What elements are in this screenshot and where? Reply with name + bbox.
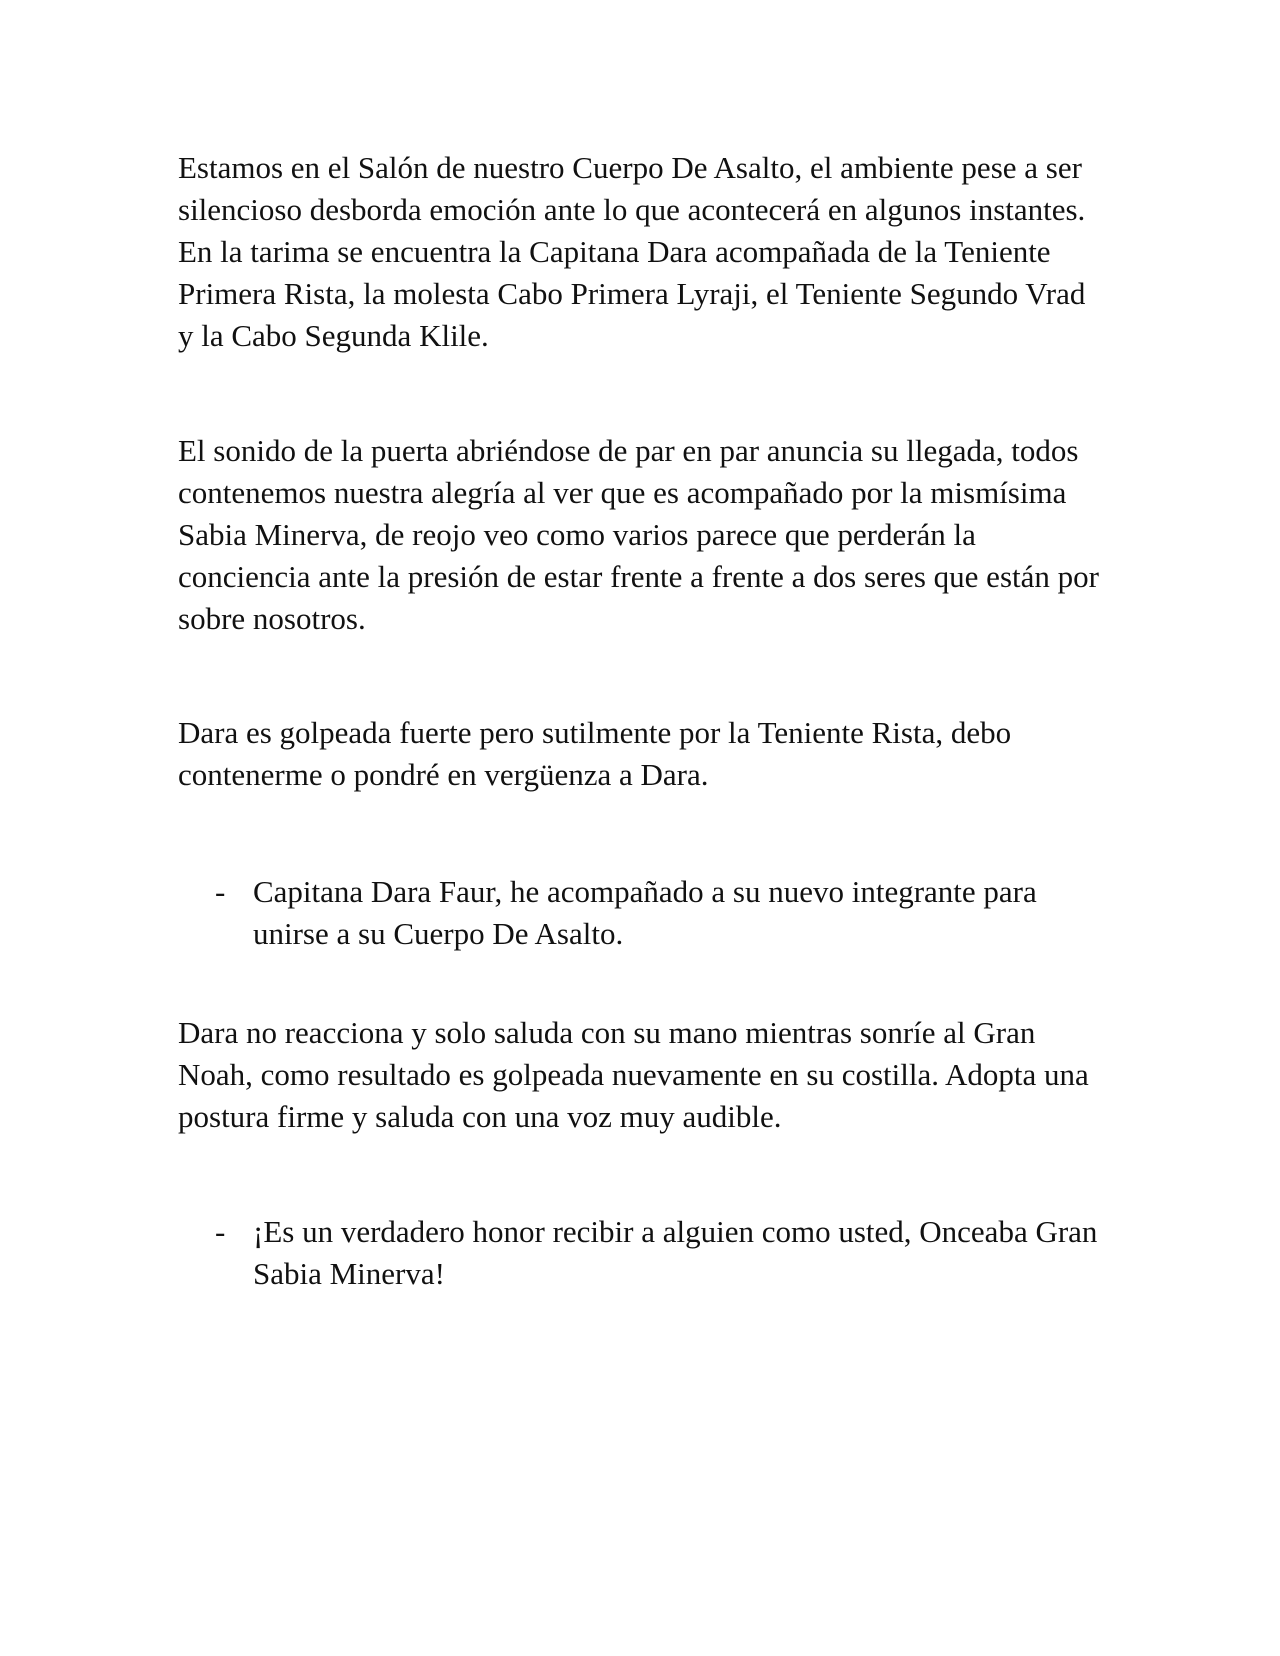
- paragraph-3: Dara es golpeada fuerte pero sutilmente por la Teniente Rista, debo contenerme o pondré en vergüenza a Dara.: [178, 715, 1012, 792]
- dialogue-dash-2: -: [215, 1214, 226, 1249]
- dialogue-dash-1: -: [215, 874, 226, 909]
- dialogue-text-1: Capitana Dara Faur, he acompañado a su nuevo integrante para unirse a su Cuerpo De Asalto.: [253, 874, 1037, 951]
- paragraph-2: El sonido de la puerta abriéndose de par en par anuncia su llegada, todos contenemos nuestra alegría al ver que es acompañado por la mismísima Sabia Minerva, de reojo veo como varios parece que perderán la conciencia ante la presión de estar frente a frente a dos seres que están por sobre nosotros.: [178, 433, 1099, 636]
- dialogue-line-2: [178, 1211, 1108, 1295]
- dialogue-list-1: [178, 871, 1108, 955]
- paragraph-4: Dara no reacciona y solo saluda con su mano mientras sonríe al Gran Noah, como resultado es golpeada nuevamente en su costilla. Adopta una postura firme y saluda con una voz muy audible.: [178, 1015, 1089, 1134]
- dialogue-text-2: ¡Es un verdadero honor recibir a alguien como usted, Onceaba Gran Sabia Minerva!: [253, 1214, 1098, 1291]
- paragraph-1: Estamos en el Salón de nuestro Cuerpo De Asalto, el ambiente pese a ser silencioso desborda emoción ante lo que acontecerá en algunos instantes. En la tarima se encuentra la Capitana Dara acompañada de la Teniente Primera Rista, la molesta Cabo Primera Lyraji, el Teniente Segundo Vrad y la Cabo Segunda Klile.: [178, 150, 1086, 353]
- dialogue-line-1: [178, 871, 1108, 955]
- dialogue-list-2: [178, 1211, 1108, 1295]
